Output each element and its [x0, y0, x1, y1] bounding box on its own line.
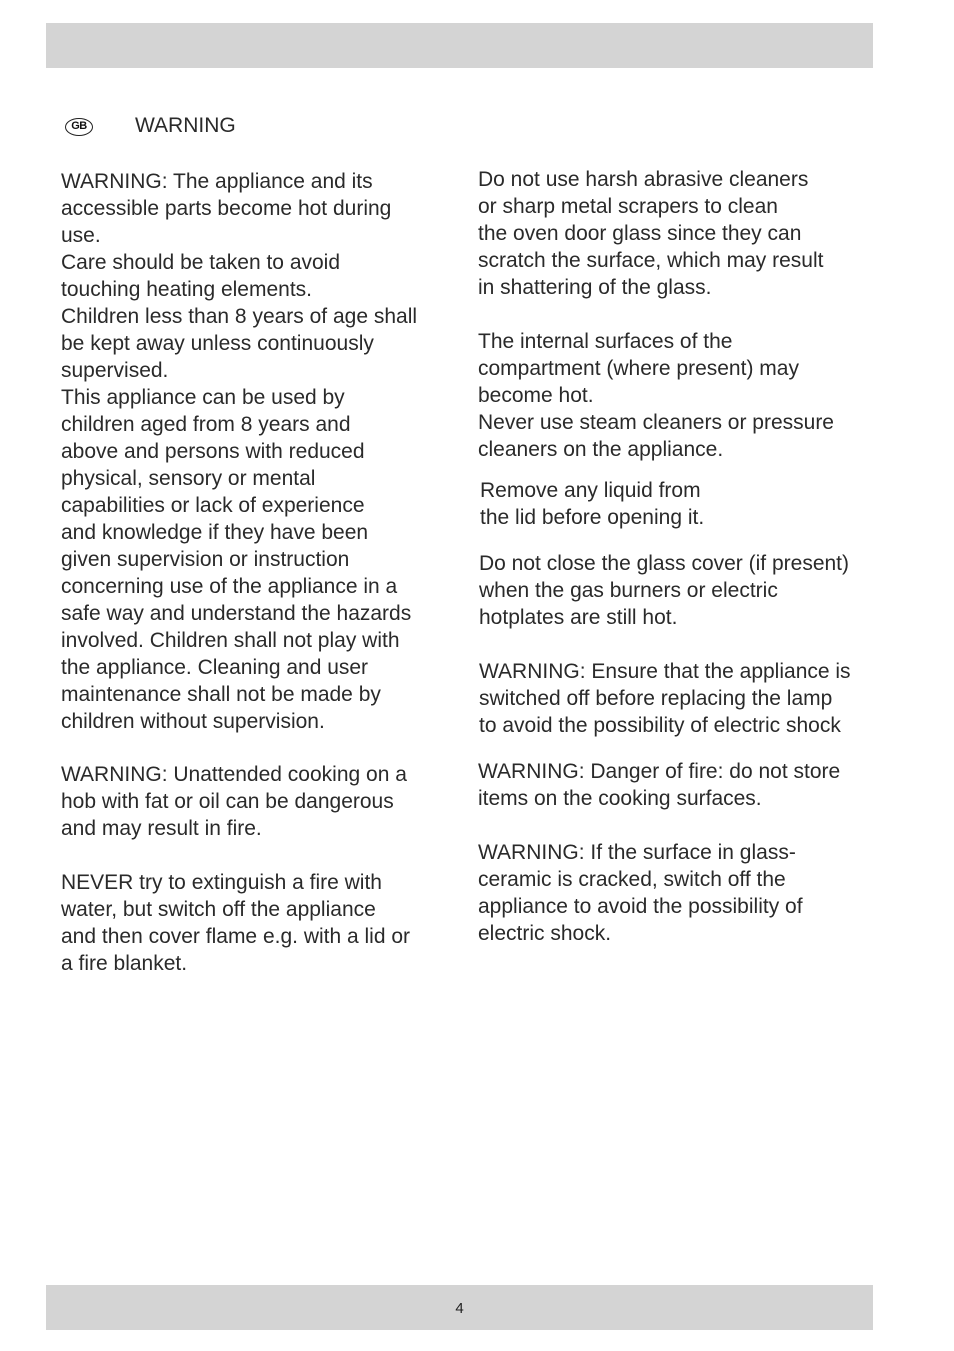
section-title: WARNING: [135, 114, 236, 137]
left-paragraph-fire-extinguish: NEVER try to extinguish a fire with water, but switch off the appliance and then cover flame e.g. with a lid or a fire blanket.: [61, 871, 411, 975]
header-band: [46, 23, 873, 68]
right-paragraph-lamp-warning: WARNING: Ensure that the appliance is switched off before replacing the lamp to avoid the possibility of electric shock: [479, 660, 851, 737]
footer-band: [46, 1285, 873, 1330]
right-paragraph-abrasive-cleaners: Do not use harsh abrasive cleaners or sharp metal scrapers to clean the oven door glass since they can scratch the surface, which may result in shattering of the glass.: [478, 168, 824, 299]
left-paragraph-hot-parts: WARNING: The appliance and its accessible parts become hot during use. Care should be taken to avoid touching heating elements. Children less than 8 years of age shall be kept away unless continuously supervised. This appliance can be used by children aged from 8 years and above and persons with reduced physical, sensory or mental capabilities or lack of experience and knowledge if they have been given supervision or instruction concerning use of the appliance in a safe way and understand the hazards involved. Children shall not play with the appliance. Cleaning and user maintenance shall not be made by children without supervision.: [61, 170, 418, 733]
gb-language-badge: GB: [65, 118, 93, 136]
right-paragraph-remove-liquid: Remove any liquid from the lid before opening it.: [480, 479, 705, 529]
page-number: 4: [455, 1300, 464, 1317]
right-paragraph-fire-danger: WARNING: Danger of fire: do not store items on the cooking surfaces.: [478, 760, 841, 810]
right-paragraph-internal-surfaces: The internal surfaces of the compartment (where present) may become hot. Never use steam cleaners or pressure cleaners on the appliance.: [478, 330, 834, 461]
right-paragraph-glass-cover: Do not close the glass cover (if present) when the gas burners or electric hotplates are still hot.: [479, 552, 850, 629]
left-paragraph-unattended-cooking: WARNING: Unattended cooking on a hob with fat or oil can be dangerous and may result in fire.: [61, 763, 407, 840]
right-paragraph-glass-ceramic: WARNING: If the surface in glass- ceramic is cracked, switch off the appliance to avoid the possibility of electric shock.: [478, 841, 803, 945]
